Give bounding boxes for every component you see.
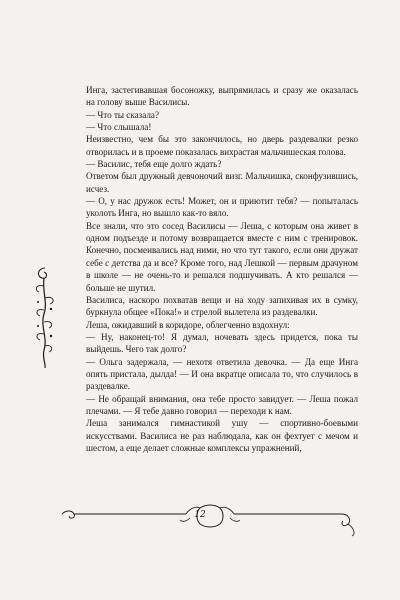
paragraph: — Василис, тебя еще долго ждать?	[86, 159, 222, 170]
paragraph: Ответом был дружный девчоночий визг. Мальчишка, сконфузившись, исчез.	[86, 171, 358, 194]
paragraph: Неизвестно, чем бы это закончилось, но дверь раздевалки резко отворилась и в проеме показалась вихрастая мальчишеская голова.	[86, 134, 358, 157]
paragraph: Леша занимался гимнастикой ушу — спортивно-боевыми искусствами. Василиса не раз наблюдала, как он фехтует с мечом и шестом, а еще делает сложные комплексы упражнений,	[86, 418, 358, 453]
paragraph: — Что ты сказала?	[86, 109, 159, 120]
paragraph: — Что слышала!	[86, 122, 152, 133]
page-number: 12	[194, 510, 206, 520]
paragraph: Василиса, наскоро похватав вещи и на ходу запихивая их в сумку, буркнула общее «Пока!» и стрелой вылетела из раздевалки.	[86, 294, 358, 318]
paragraph: Леша, ожидавший в коридоре, облегченно вздохнул:	[86, 319, 290, 330]
paragraph: — О, у нас дружок есть! Может, он и приютит тебя? — попыталась уколоть Инга, но вышло как-то вяло.	[86, 196, 358, 219]
paragraph: — Не обращай внимания, она тебе просто завидует. — Леша пожал плечами. — Я тебе давно говорил — переходи к нам.	[86, 393, 358, 416]
paragraph: Инга, застегивавшая босоножку, выпрямилась и сразу же оказалась на голову выше Василисы.	[86, 85, 358, 108]
paragraph: — Ну, наконец-то! Я думал, ночевать здесь придется, пока ты выйдешь. Чего так долго?	[86, 331, 358, 355]
paragraph: Все знали, что это сосед Василисы — Леша, с которым она живет в одном подъезде и потому возвращается вместе с ним с тренировок. Конечно, посмеивались над ними, но что тут такого, если они дружат себе с детства да и все? Кроме того, над Лешкой — первым драчуном в школе — не очень-то и решался подшучивать. А кто решался — больше не шутил.	[86, 220, 358, 293]
page-text	[86, 84, 358, 454]
vine-ornament-icon	[30, 262, 60, 372]
paragraph: — Ольга задержала, — нехотя ответила девочка. — Да еще Инга опять пристала, дылда! — И она вкратце описала то, что случилось в раздевалке.	[86, 356, 358, 392]
